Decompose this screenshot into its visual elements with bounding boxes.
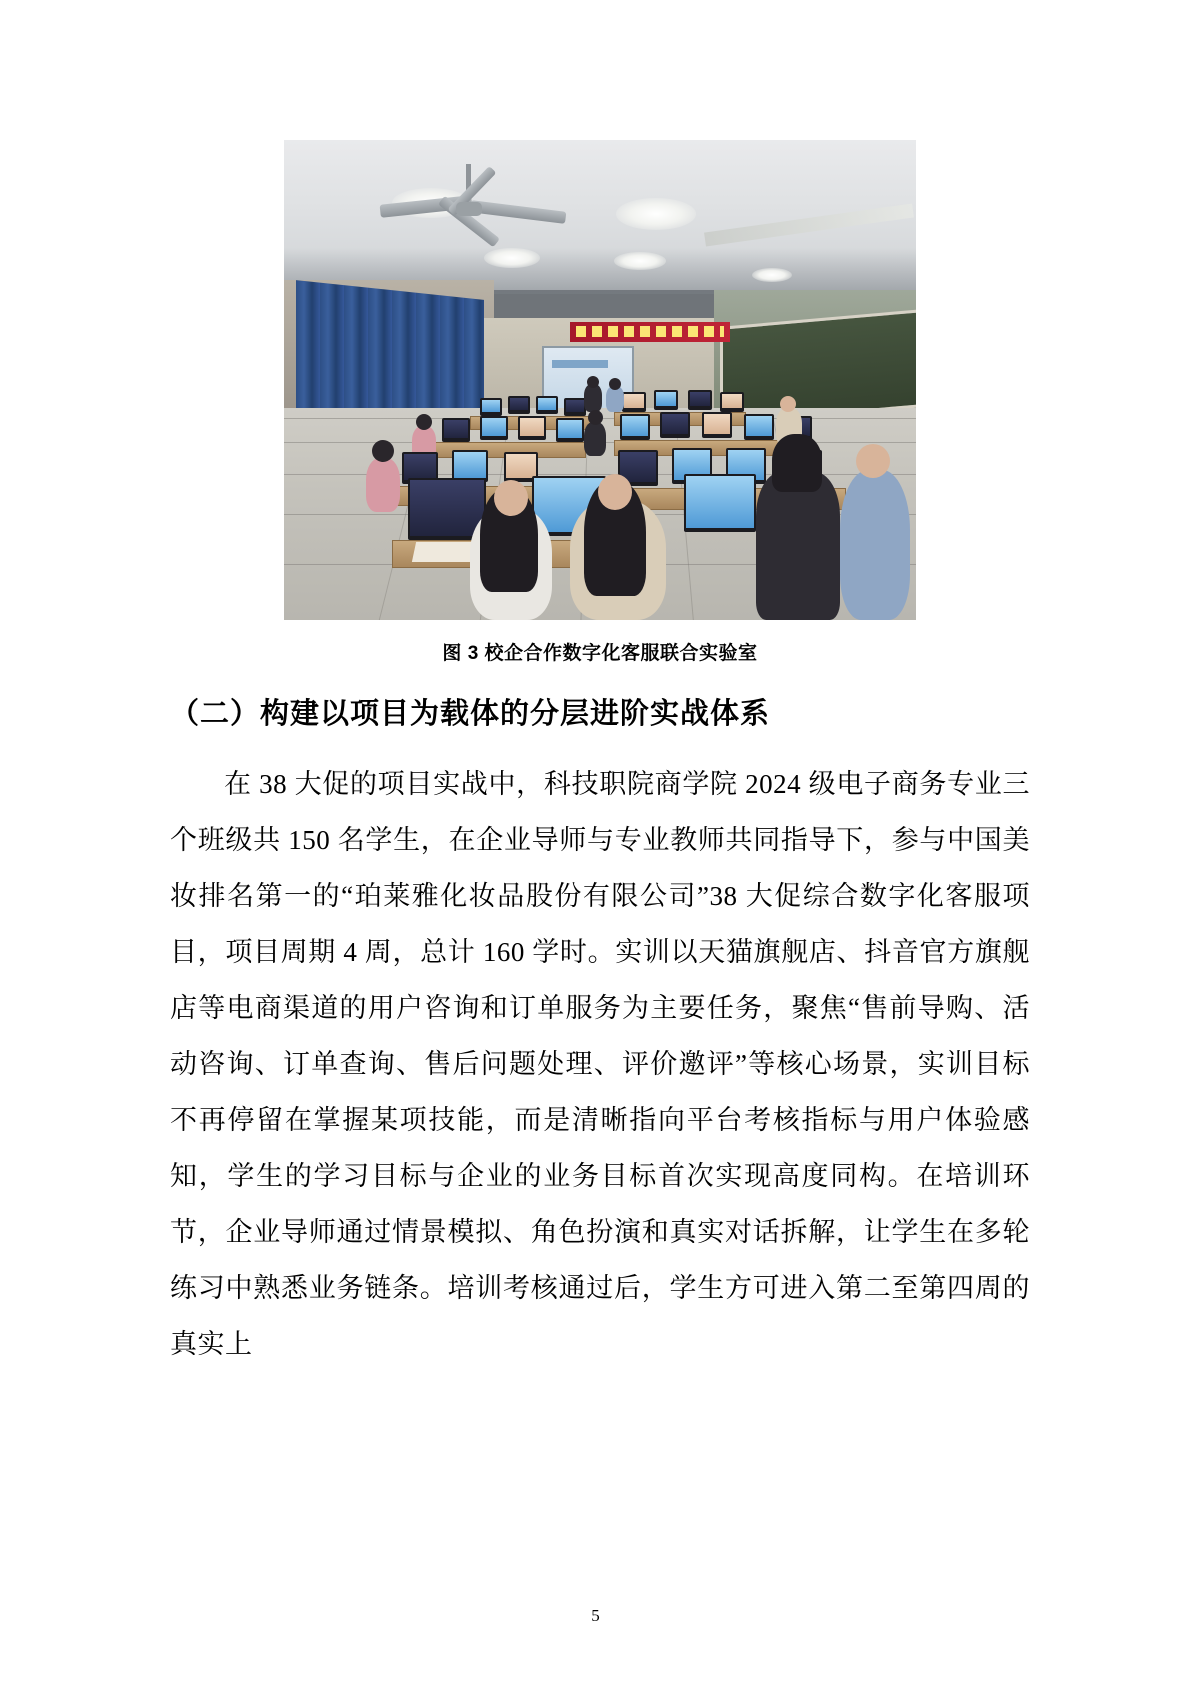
monitor [518,416,546,440]
monitor [702,412,732,438]
student-foreground [840,470,910,620]
monitor [556,418,584,442]
student [584,384,602,412]
monitor [508,396,530,414]
student-head [588,410,603,425]
monitor [564,398,586,416]
monitor [480,416,508,440]
ceiling-light [484,248,540,268]
teacher-hair [772,434,822,492]
monitor [660,412,690,438]
ceiling-light [616,198,696,230]
monitor [620,414,650,440]
student-head [587,376,599,388]
student [584,422,606,456]
ceiling-light [752,268,792,282]
figure-block [170,140,1030,665]
classroom-photo [284,140,916,620]
ceiling-fan-hub [456,202,482,216]
student-head [416,414,432,430]
monitor [480,398,502,416]
student-head [494,480,528,516]
student-head [856,444,890,478]
body-paragraph: 在 38 大促的项目实战中，科技职院商学院 2024 级电子商务专业三个班级共 150 名学生，在企业导师与专业教师共同指导下，参与中国美妆排名第一的“珀莱雅化妆品股份有限公司”38 大促综合数字化客服项目，项目周期 4 周，总计 160 学时。实训以天猫旗舰店、抖音官方旗舰店等电商渠道的用户咨询和订单服务为主要任务，聚焦“售前导购、活动咨询、订单查询、售后问题处理、评价邀评”等核心场景，实训目标不再停留在掌握某项技能，而是清晰指向平台考核指标与用户体验感知，学生的学习目标与企业的业务目标首次实现高度同构。在培训环节，企业导师通过情景模拟、角色扮演和真实对话拆解，让学生在多轮练习中熟悉业务链条。培训考核通过后，学生方可进入第二至第四周的真实上 [170,769,1030,1360]
monitor [684,474,756,532]
ceiling-light [614,252,666,270]
monitor [622,392,646,412]
monitor [654,390,678,410]
student-head [780,396,796,412]
teacher-foreground [756,472,840,620]
monitor [536,396,558,414]
figure-caption: 图 3 校企合作数字化客服联合实验室 [442,643,758,664]
monitor [744,414,774,440]
monitor [688,390,712,410]
student-head [609,378,621,390]
red-banner [570,322,730,342]
monitor [442,418,470,442]
monitor [720,392,744,412]
student-head [372,440,394,462]
page-number: 5 [591,1606,600,1625]
student-head [598,474,632,510]
page-content [170,140,1030,1399]
section-heading: （二）构建以项目为载体的分层进阶实战体系 [170,698,771,730]
student [366,458,400,512]
